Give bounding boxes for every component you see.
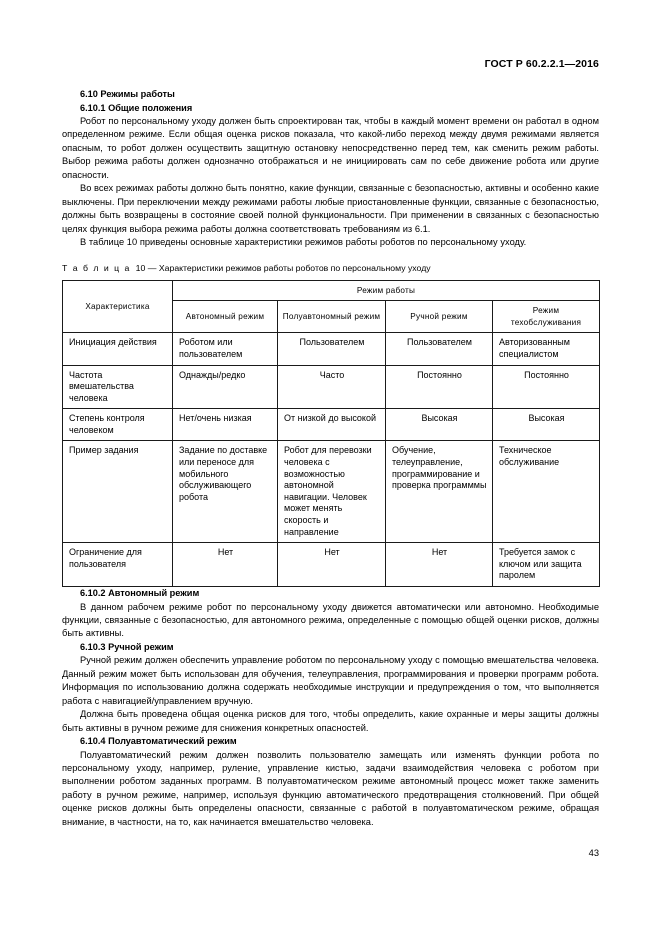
cell-manual: Обучение, телеуправление, программирование и проверка программмы <box>386 441 493 543</box>
cell-characteristic: Частота вмешательства человека <box>63 365 173 409</box>
cell-autonomous: Однажды/редко <box>173 365 278 409</box>
paragraph-6-10-1-3: В таблице 10 приведены основные характеристики режимов работы роботов по персональному уходу. <box>80 237 527 248</box>
paragraph-6-10-3-2: Должна быть проведена общая оценка рисков для того, чтобы определить, какие охранные и меры защиты должны быть активны в ручном режиме для снижения конкретных опасностей. <box>62 709 599 733</box>
cell-semi-autonomous: Часто <box>278 365 386 409</box>
cell-autonomous: Нет/очень низкая <box>173 409 278 441</box>
column-group-header-modes: Режим работы <box>173 280 600 301</box>
table-caption-number: 10 <box>135 262 146 273</box>
table-row <box>63 333 600 365</box>
cell-maintenance: Требуется замок с ключом или защита паролем <box>493 543 600 587</box>
cell-manual: Высокая <box>386 409 493 441</box>
heading-6-10-1: 6.10.1 Общие положения <box>80 102 193 113</box>
cell-characteristic: Инициация действия <box>63 333 173 365</box>
table-row <box>63 409 600 441</box>
heading-6-10: 6.10 Режимы работы <box>80 89 175 99</box>
cell-maintenance: Постоянно <box>493 365 600 409</box>
heading-6-10-3: 6.10.3 Ручной режим <box>80 641 174 652</box>
column-header-autonomous: Автономный режим <box>173 301 278 333</box>
cell-semi-autonomous: От низкой до высокой <box>278 409 386 441</box>
cell-autonomous: Роботом или пользователем <box>173 333 278 365</box>
paragraph-6-10-3-1: Ручной режим должен обеспечить управление роботом по персональному уходу с помощью вмешательства человека. Данный режим может быть использован для обучения, телеуправления, программирования и проверки программ робота. Информация по использованию должна содержать необходимые инструкции и предупреждения о том, что выполняется работа с навигацией/управлением вручную. <box>62 655 599 706</box>
page-number: 43 <box>588 848 599 858</box>
table-header-row-group <box>63 280 600 301</box>
cell-autonomous: Задание по доставке или переносе для мобильного обслуживающего робота <box>173 441 278 543</box>
modes-characteristics-table <box>62 280 600 587</box>
cell-maintenance: Техническое обслуживание <box>493 441 600 543</box>
paragraph-6-10-1-1: Робот по персональному уходу должен быть спроектирован так, чтобы в каждый момент времени он работал в одном определенном режиме. Если общая оценка рисков показала, что какой-либо переход между двумя режимами является опасным, то робот должен осуществить защитную остановку непосредственно перед тем, как сменить режим работы. Выбор режима работы должен однозначно отображаться и не инициировать сам по себе движение робота или другие опасности. <box>62 116 599 180</box>
heading-6-10-4: 6.10.4 Полуавтоматический режим <box>80 736 237 747</box>
table-caption-label: Т а б л и ц а <box>62 262 131 273</box>
column-header-maintenance: Режим техобслуживания <box>493 301 600 333</box>
paragraph-6-10-1-2: Во всех режимах работы должно быть понятно, какие функции, связанные с безопасностью, активны и особенно какие выключены. При переключении между режимами работы любые приостановленные функции, связанные с безопасностью, должны быть возвращены в состояние своей полной функциональности. При применении в связанных с безопасностью целях функция выбора режима работы должна соответствовать требованиям из 6.1. <box>62 183 599 234</box>
table-row <box>63 441 600 543</box>
cell-semi-autonomous: Робот для перевозки человека с возможностью автономной навигации. Человек может менять скорость и направление <box>278 441 386 543</box>
table-caption-title: Характеристики режимов работы роботов по персональному уходу <box>158 262 431 273</box>
table-caption <box>62 262 599 275</box>
column-header-semi-autonomous: Полуавтономный режим <box>278 301 386 333</box>
document-standard-header: ГОСТ Р 60.2.2.1—2016 <box>484 58 599 70</box>
paragraph-6-10-4-1: Полуавтоматический режим должен позволить пользователю замещать или изменять функции робота по персональному уходу, например, руление, управление кистью, задачи взаимодействия человека с роботом при выполнении роботом заданных программ. В полуавтоматическом режиме автономный процесс может также заменить работу в ручном режиме, например, используя функцию автоматического предотвращения столкновений. При общей оценке рисков должны быть определены опасности, связанные с работой в полуавтоматическом режиме, обращая внимание, в частности, на то, как начинается вмешательство человека. <box>62 749 599 827</box>
cell-manual: Пользователем <box>386 333 493 365</box>
cell-manual: Постоянно <box>386 365 493 409</box>
table-row <box>63 365 600 409</box>
cell-characteristic: Пример задания <box>63 441 173 543</box>
heading-6-10-2: 6.10.2 Автономный режим <box>80 588 200 598</box>
cell-autonomous: Нет <box>173 543 278 587</box>
table-header <box>63 280 600 333</box>
column-header-characteristic: Характеристика <box>63 280 173 333</box>
paragraph-6-10-2-1: В данном рабочем режиме робот по персональному уходу движется автоматически или автономно. Необходимые функции, связанные с безопасностью, для автономного режима, определенные с помощью общей оценки рисков, должны быть активны. <box>62 601 599 639</box>
table-row <box>63 543 600 587</box>
cell-characteristic: Ограничение для пользователя <box>63 543 173 587</box>
cell-manual: Нет <box>386 543 493 587</box>
cell-maintenance: Авторизованным специалистом <box>493 333 600 365</box>
table-body <box>63 333 600 587</box>
cell-semi-autonomous: Нет <box>278 543 386 587</box>
cell-characteristic: Степень контроля человеком <box>63 409 173 441</box>
column-header-manual: Ручной режим <box>386 301 493 333</box>
table-caption-dash: — <box>147 262 157 273</box>
cell-semi-autonomous: Пользователем <box>278 333 386 365</box>
page-content <box>62 88 599 829</box>
cell-maintenance: Высокая <box>493 409 600 441</box>
